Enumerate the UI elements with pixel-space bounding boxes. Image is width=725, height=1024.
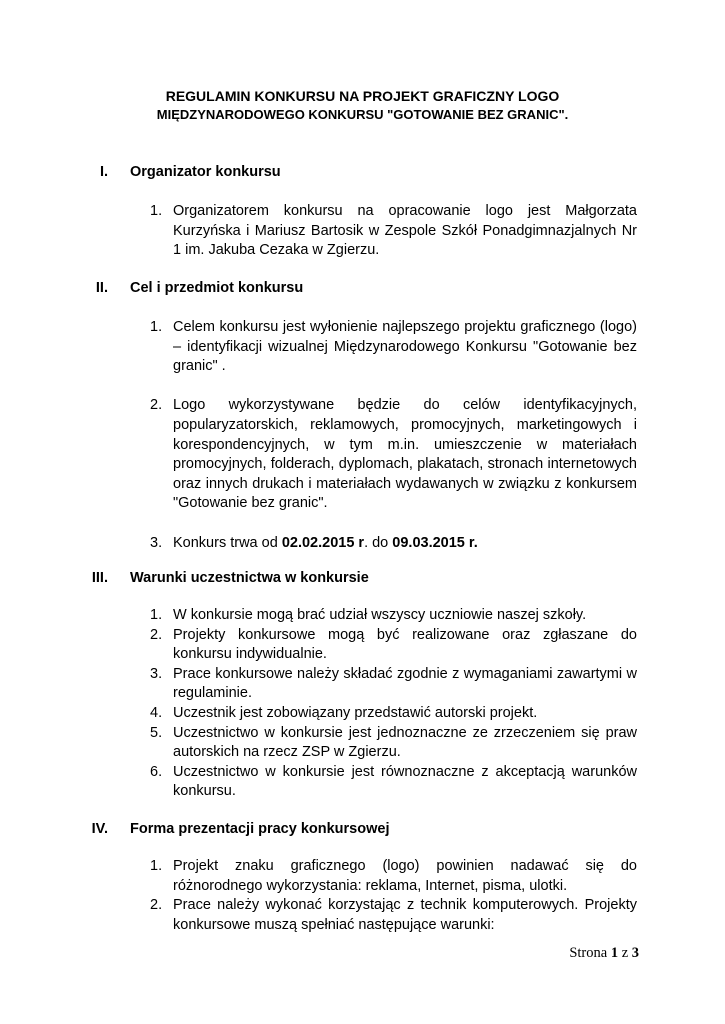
list-item-text: W konkursie mogą brać udział wszyscy uczniowie naszej szkoły. (173, 607, 587, 623)
list-item-text: Projekt znaku graficznego (logo) powinien nadawać się do różnorodnego wykorzystania: reklama, Internet, pisma, ulotki. (173, 858, 637, 894)
list-marker: 1. (150, 203, 163, 219)
section-heading-3 (0, 570, 725, 592)
section-2-list (150, 318, 637, 553)
footer-label: Strona (569, 945, 611, 961)
list-item-text: Logo wykorzystywane będzie do celów identyfikacyjnych, popularyzatorskich, reklamowych, promocyjnych, marketingowych i korespondencyjnych, w tym m.in. umieszczenie w materiałach promocyjnych, folderach, dyplomach, plakatach, stronach internetowych oraz innych drukach i materiałach wydawanych w związku z konkursem "Gotowanie bez granic". (173, 397, 637, 512)
section-3-list (150, 606, 637, 802)
date-separator: . do (364, 534, 393, 551)
list-marker: 6. (150, 763, 163, 780)
list-item (150, 606, 637, 626)
section-number: II. (95, 280, 108, 296)
page-footer (569, 945, 639, 962)
list-item (150, 896, 637, 935)
list-item-text: Uczestnictwo w konkursie jest równoznaczne z akceptacją warunków konkursu. (173, 763, 637, 800)
section-1-list (150, 202, 637, 261)
list-item (150, 857, 637, 896)
section-heading-1 (0, 164, 725, 186)
list-marker: 5. (150, 724, 163, 741)
list-marker: 4. (150, 704, 163, 721)
section-title: Forma prezentacji pracy konkursowej (130, 821, 390, 837)
start-date-suffix: r (354, 534, 365, 551)
section-number: IV. (91, 821, 108, 837)
list-marker: 1. (150, 319, 163, 335)
document-title: REGULAMIN KONKURSU NA PROJEKT GRAFICZNY LOGO (165, 88, 560, 104)
section-heading-2 (0, 280, 725, 302)
list-item-text: Uczestnictwo w konkursie jest jednoznaczne ze zrzeczeniem się praw autorskich na rzecz ZSP w Zgierzu. (173, 724, 637, 761)
list-marker: 3. (150, 665, 163, 682)
footer-of: z (618, 945, 632, 961)
document-subtitle: MIĘDZYNARODOWEGO KONKURSU "GOTOWANIE BEZ GRANIC". (156, 107, 569, 122)
list-item-text: Prace konkursowe należy składać zgodnie z wymaganiami zawartymi w regulaminie. (173, 665, 637, 702)
section-title: Organizator konkursu (130, 164, 281, 180)
list-item-text: Uczestnik jest zobowiązany przedstawić autorski projekt. (173, 704, 538, 721)
list-item (150, 626, 637, 665)
current-page-number: 1 (610, 945, 619, 961)
list-item (150, 318, 637, 377)
section-heading-4 (0, 821, 725, 843)
list-marker: 2. (150, 897, 163, 914)
list-marker: 2. (150, 626, 163, 643)
end-date: 09.03.2015 r. (392, 534, 478, 551)
list-item (150, 704, 637, 724)
list-item (150, 396, 637, 514)
list-item (150, 202, 637, 261)
list-item-text (173, 535, 478, 551)
section-number: I. (99, 164, 108, 180)
list-item (150, 534, 637, 554)
list-marker: 2. (150, 397, 163, 414)
section-number: III. (91, 570, 108, 586)
list-marker: 3. (150, 534, 163, 551)
list-marker: 1. (150, 858, 163, 874)
list-item (150, 763, 637, 802)
list-item-text: Projekty konkursowe mogą być realizowane oraz zgłaszane do konkursu indywidualnie. (173, 626, 637, 663)
section-title: Cel i przedmiot konkursu (130, 280, 304, 296)
section-title: Warunki uczestnictwa w konkursie (130, 570, 369, 586)
list-marker: 1. (150, 607, 163, 623)
total-pages: 3 (631, 945, 639, 961)
contest-duration-label: Konkurs trwa od (173, 534, 282, 551)
list-item-text: Organizatorem konkursu na opracowanie logo jest Małgorzata Kurzyńska i Mariusz Bartosik w Zespole Szkół Ponadgimnazjalnych Nr 1 im. Jakuba Cezaka w Zgierzu. (173, 203, 637, 259)
list-item (150, 724, 637, 763)
list-item (150, 665, 637, 704)
list-item-text: Celem konkursu jest wyłonienie najlepszego projektu graficznego (logo) – identyfikacji wizualnej Międzynarodowego Konkursu "Gotowanie bez granic" . (173, 319, 637, 375)
start-date: 02.02.2015 (281, 534, 355, 551)
list-item-text: Prace należy wykonać korzystając z technik komputerowych. Projekty konkursowe muszą spełniać następujące warunki: (173, 897, 637, 933)
section-4-list (150, 857, 637, 935)
